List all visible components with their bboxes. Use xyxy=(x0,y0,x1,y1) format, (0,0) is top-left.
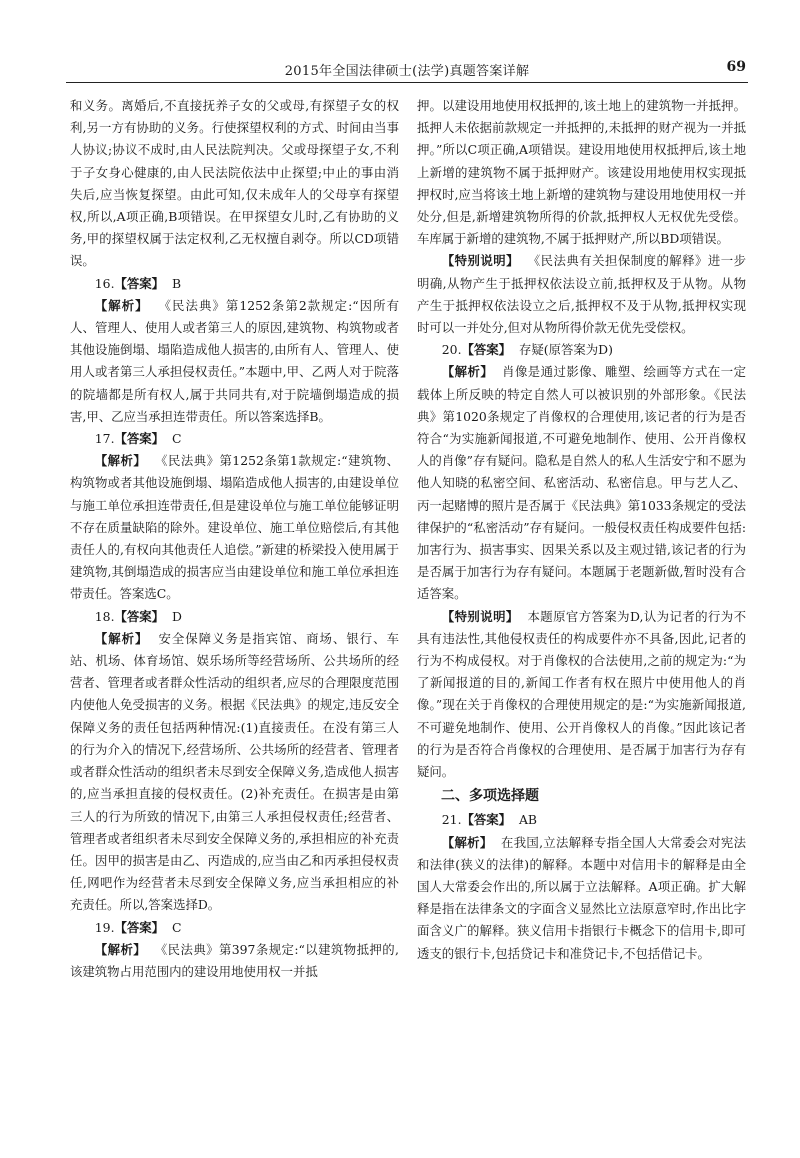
answer-label: 【答案】 xyxy=(114,919,165,935)
answer-label: 【答案】 xyxy=(114,275,165,291)
answer-line-q19 xyxy=(70,917,399,939)
header-title: 2015年全国法律硕士(法学)真题答案详解 xyxy=(284,64,530,79)
special-note-q20 xyxy=(417,606,746,784)
question-number: 20. xyxy=(441,342,462,358)
analysis-q16 xyxy=(70,295,399,428)
answer-value: B xyxy=(171,275,182,291)
analysis-text: 肖像是通过影像、雕塑、绘画等方式在一定载体上所反映的特定自然人可以被识别的外部形象。《民法典》第1020条规定了肖像权的合理使用,该记者的行为是否符合“为实施新闻报道,不可避免地制作、使用、公开肖像权人的肖像”存有疑问。隐私是自然人的私人生活安宁和不愿为他人知晓的私密空间、私密活动、私密信息。甲与艺人乙、丙一起赌博的照片是否属于《民法典》第1033条规定的受法律保护的“私密活动”存有疑问。一般侵权责任构成要件包括:加害行为、损害事实、因果关系以及主观过错,该记者的行为是否属于加害行为存有疑问。本题属于老题新做,暂时没有合适答案。 xyxy=(417,364,746,602)
analysis-q17 xyxy=(70,450,399,605)
question-number: 21. xyxy=(441,812,462,828)
analysis-label: 【解析】 xyxy=(94,453,147,469)
question-number: 19. xyxy=(94,919,115,935)
question-number: 16. xyxy=(94,275,115,291)
special-note-label: 【特别说明】 xyxy=(441,253,519,269)
special-note-text: 《民法典有关担保制度的解释》进一步明确,从物产生于抵押权依法设立前,抵押权及于从物。从物产生于抵押权依法设立之后,抵押权不及于从物,抵押权实现时可以一并处分,但对从物所得价款无优先受偿权。 xyxy=(417,253,747,336)
running-header xyxy=(66,56,748,83)
answer-value: C xyxy=(171,919,182,935)
analysis-q19 xyxy=(70,939,399,983)
answer-label: 【答案】 xyxy=(114,608,165,624)
answer-value: D xyxy=(171,608,182,624)
analysis-text: 《民法典》第1252条第1款规定:“建筑物、构筑物或者其他设施倒塌、塌陷造成他人损害的,由建设单位与施工单位承担连带责任,但是建设单位与施工单位能够证明不存在质量缺陷的除外。建设单位、施工单位赔偿后,有其他责任人的,有权向其他责任人追偿。”新建的桥梁投入使用属于建筑物,其倒塌造成的损害应当由建设单位和施工单位承担连带责任。答案选C。 xyxy=(70,453,399,602)
answer-value: AB xyxy=(518,812,538,828)
special-note-label: 【特别说明】 xyxy=(441,608,519,624)
analysis-q21 xyxy=(417,832,746,965)
analysis-label: 【解析】 xyxy=(441,834,493,850)
answer-label: 【答案】 xyxy=(461,342,512,358)
analysis-text: 安全保障义务是指宾馆、商场、银行、车站、机场、体育场馆、娱乐场所等经营场所、公共场所的经营者、管理者或者群众性活动的组织者,应尽的合理限度范围内使他人免受损害的义务。根据《民法典》的规定,违反安全保障义务的责任包括两种情况:(1)直接责任。在没有第三人的行为介入的情况下,经营场所、公共场所的经营者、管理者或者群众性活动的组织者未尽到安全保障义务,造成他人损害的,应当承担直接的侵权责任。(2)补充责任。在损害是由第三人的行为所致的情况下,由第三人承担侵权责任;经营者、管理者或者组织者未尽到安全保障义务的,承担相应的补充责任。因甲的损害是由乙、丙造成的,应当由乙和丙承担侵权责任,网吧作为经营者未尽到安全保障义务,应当承担相应的补充责任。所以,答案选择D。 xyxy=(70,630,399,913)
answer-line-q18 xyxy=(70,606,399,628)
answer-line-q16 xyxy=(70,273,399,295)
analysis-label: 【解析】 xyxy=(94,297,149,313)
question-number: 18. xyxy=(94,608,115,624)
continued-paragraph: 押。以建设用地使用权抵押的,该土地上的建筑物一并抵押。抵押人未依据前款规定一并抵押的,未抵押的财产视为一并抵押。”所以C项正确,A项错误。建设用地使用权抵押后,该土地上新增的建筑物不属于抵押财产。该建设用地使用权实现抵押权时,应当将该土地上新增的建筑物与建设用地使用权一并处分,但是,新增建筑物所得的价款,抵押权人无权优先受偿。车库属于新增的建筑物,不属于抵押财产,所以BD项错误。 xyxy=(417,98,746,247)
analysis-text: 《民法典》第397条规定:“以建筑物抵押的,该建筑物占用范围内的建设用地使用权一并抵 xyxy=(70,941,399,979)
answer-label: 【答案】 xyxy=(114,431,165,447)
page-number: 69 xyxy=(726,59,746,75)
answer-label: 【答案】 xyxy=(461,812,512,828)
analysis-label: 【解析】 xyxy=(94,941,147,957)
analysis-q18 xyxy=(70,628,399,917)
analysis-text: 《民法典》第1252条第2款规定:“因所有人、管理人、使用人或者第三人的原因,建筑物、构筑物或者其他设施倒塌、塌陷造成他人损害的,由所有人、管理人、使用人或者第三人承担侵权责任。”本题中,甲、乙两人对于院落的院墙都是所有权人,属于共同共有,对于院墙倒塌造成的损害,甲、乙应当承担连带责任。所以答案选择B。 xyxy=(70,297,399,424)
question-number: 17. xyxy=(94,431,115,447)
answer-line-q20 xyxy=(417,339,746,361)
section-heading: 二、多项选择题 xyxy=(441,788,539,805)
left-column xyxy=(70,95,399,983)
special-note-text: 本题原官方答案为D,认为记者的行为不具有违法性,其他侵权责任的构成要件亦不具备,因此,记者的行为不构成侵权。对于肖像权的合法使用,之前的规定为:“为了新闻报道的目的,新闻工作者有权在照片中使用他人的肖像。”现在关于肖像权的合理使用规定的是:“为实施新闻报道,不可避免地制作、使用、公开肖像权人的肖像。”因此该记者的行为是否符合肖像权的合理使用、是否属于加害行为存有疑问。 xyxy=(417,608,746,780)
answer-line-q21 xyxy=(417,809,746,831)
right-column xyxy=(417,95,746,965)
answer-line-q17 xyxy=(70,428,399,450)
analysis-label: 【解析】 xyxy=(94,630,149,646)
answer-value: C xyxy=(171,431,182,447)
answer-value: 存疑(原答案为D) xyxy=(518,342,613,358)
analysis-text: 在我国,立法解释专指全国人大常委会对宪法和法律(狭义的法律)的解释。本题中对信用卡的解释是由全国人大常委会作出的,所以属于立法解释。A项正确。扩大解释是指在法律条文的字面含义显然比立法原意窄时,作出比字面含义广的解释。狭义信用卡指银行卡概念下的信用卡,即可透支的银行卡,包括贷记卡和准贷记卡,不包括借记卡。 xyxy=(417,834,746,961)
special-note-q19 xyxy=(417,250,746,339)
continued-paragraph: 和义务。离婚后,不直接抚养子女的父或母,有探望子女的权利,另一方有协助的义务。行使探望权利的方式、时间由当事人协议;协议不成时,由人民法院判决。父或母探望子女,不利于子女身心健康的,由人民法院依法中止探望;中止的事由消失后,应当恢复探望。由此可知,仅未成年人的父母享有探望权,所以,A项正确,B项错误。在甲探望女儿时,乙有协助的义务,甲的探望权属于法定权利,乙无权擅自剥夺。所以CD项错误。 xyxy=(70,98,399,269)
analysis-label: 【解析】 xyxy=(441,364,494,380)
analysis-q20 xyxy=(417,361,746,605)
